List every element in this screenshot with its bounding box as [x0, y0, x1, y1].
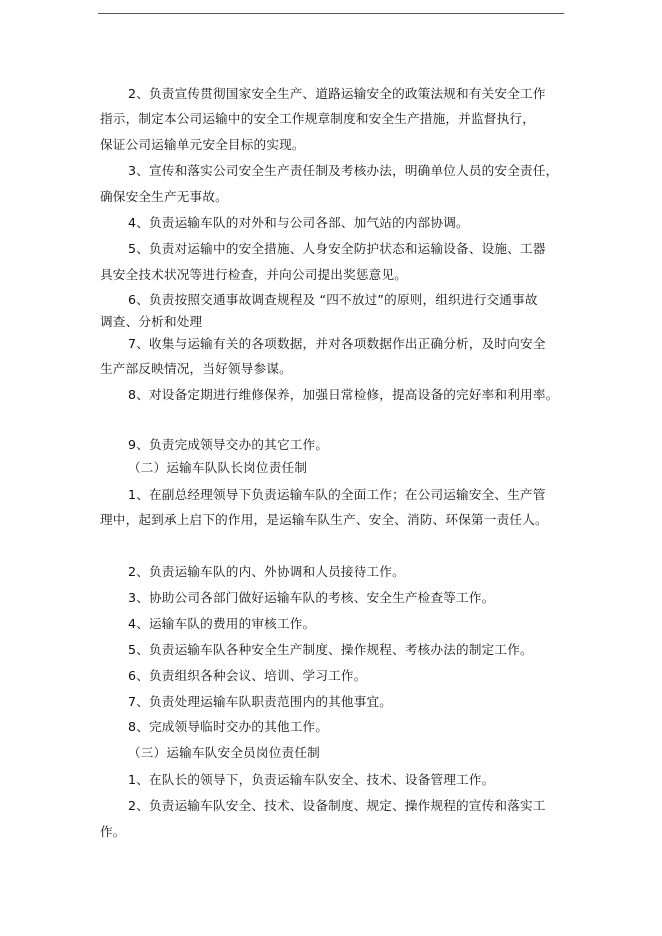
- paragraph-2-line-1: 2、负责宣传贯彻国家安全生产、道路运输安全的政策法规和有关安全工作: [128, 86, 546, 101]
- paragraph-3-line-2: 确保安全生产无事故。: [100, 189, 228, 204]
- paragraph-2-line-3: 保证公司运输单元安全目标的实现。: [100, 137, 305, 152]
- paragraph-2-line-2: 指示，制定本公司运输中的安全工作规章制度和安全生产措施，并监督执行，: [100, 111, 535, 126]
- paragraph-6-line-2: 调查、分析和处理: [100, 314, 203, 329]
- paragraph-4: 4、负责运输车队的对外和与公司各部、加气站的内部协调。: [128, 215, 469, 230]
- safety-item-1: 1、在队长的领导下，负责运输车队安全、技术、设备管理工作。: [128, 772, 495, 787]
- captain-item-1-line-2: 理中，起到承上启下的作用，是运输车队生产、安全、消防、环保第一责任人。: [100, 512, 548, 527]
- paragraph-3-line-1: 3、宣传和落实公司安全生产责任制及考核办法，明确单位人员的安全责任，: [128, 163, 559, 178]
- captain-item-8: 8、完成领导临时交办的其他工作。: [128, 719, 329, 734]
- captain-item-3: 3、协助公司各部门做好运输车队的考核、安全生产检查等工作。: [128, 590, 495, 605]
- paragraph-8: 8、对设备定期进行维修保养，加强日常检修，提高设备的完好率和利用率。: [128, 387, 559, 402]
- paragraph-6-line-1: 6、负责按照交通事故调查规程及 “四不放过”的原则，组织进行交通事故: [128, 292, 538, 307]
- captain-item-1-line-1: 1、在副总经理领导下负责运输车队的全面工作；在公司运输安全、生产管: [128, 487, 546, 502]
- paragraph-5-line-1: 5、负责对运输中的安全措施、人身安全防护状态和运输设备、设施、工器: [128, 241, 546, 256]
- paragraph-5-line-2: 具安全技术状况等进行检查，并向公司提出奖惩意见。: [100, 267, 408, 282]
- paragraph-9: 9、负责完成领导交办的其它工作。: [128, 437, 329, 452]
- section-heading-captain: （二）运输车队队长岗位责任制: [128, 460, 308, 475]
- captain-item-4: 4、运输车队的费用的审核工作。: [128, 616, 316, 631]
- safety-item-2-line-1: 2、负责运输车队安全、技术、设备制度、规定、操作规程的宣传和落实工: [128, 798, 546, 813]
- captain-item-6: 6、负责组织各种会议、培训、学习工作。: [128, 668, 367, 683]
- paragraph-7-line-2: 生产部反映情况，当好领导参谋。: [100, 361, 292, 376]
- captain-item-7: 7、负责处理运输车队职责范围内的其他事宜。: [128, 694, 393, 709]
- captain-item-5: 5、负责运输车队各种安全生产制度、操作规程、考核办法的制定工作。: [128, 642, 533, 657]
- header-rule: [98, 13, 564, 14]
- paragraph-7-line-1: 7、收集与运输有关的各项数据，并对各项数据作出正确分析，及时向安全: [128, 336, 546, 351]
- captain-item-2: 2、负责运输车队的内、外协调和人员接待工作。: [128, 564, 405, 579]
- safety-item-2-line-2: 作。: [100, 824, 126, 839]
- section-heading-safety-officer: （三）运输车队安全员岗位责任制: [128, 745, 320, 760]
